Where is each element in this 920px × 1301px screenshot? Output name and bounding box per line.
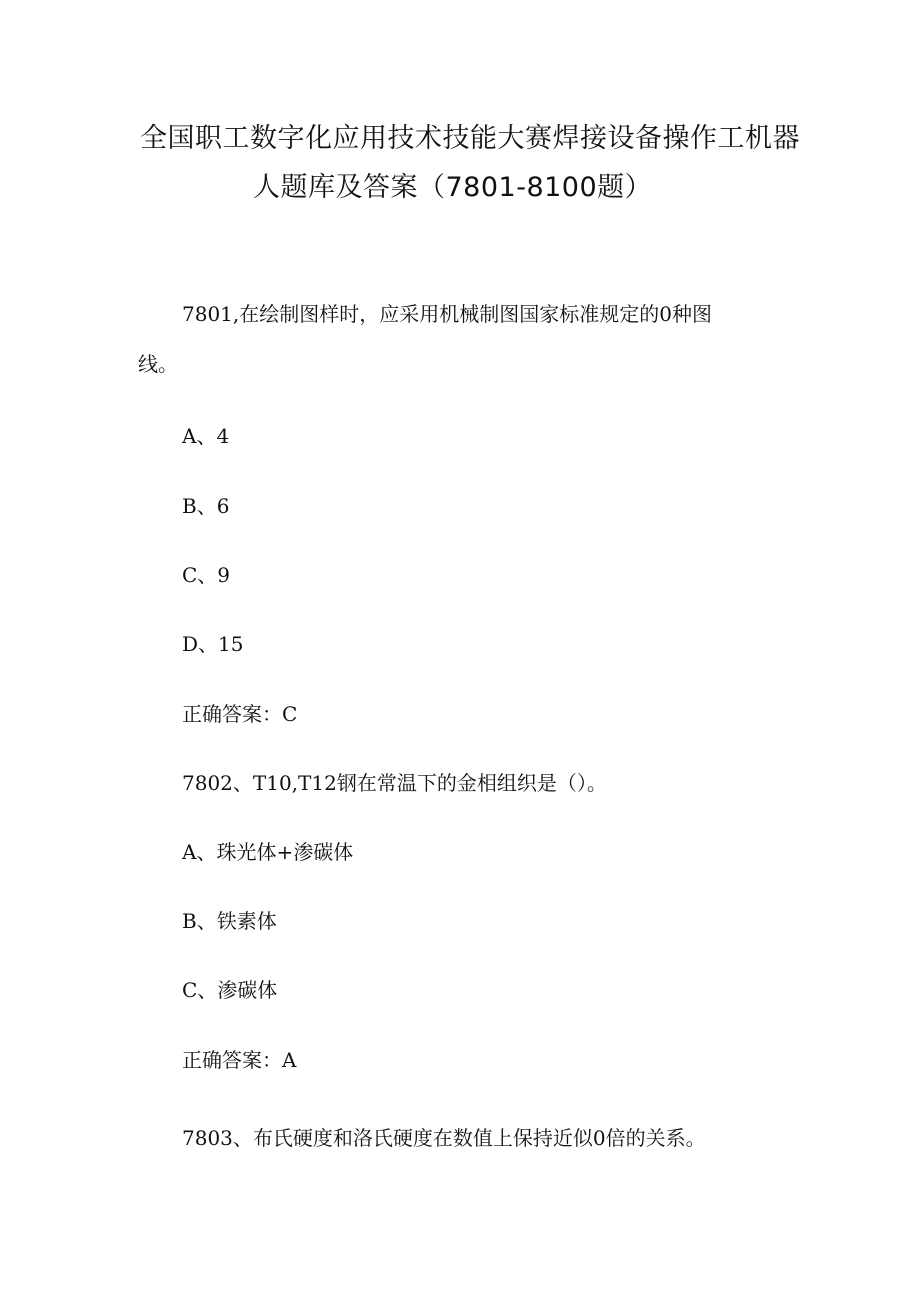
- question-7801-stem-continued: 线。: [138, 352, 178, 376]
- question-7801-option-b: B、6: [182, 494, 230, 518]
- document-title-line-2: 人题库及答案（7801-8100题）: [253, 172, 653, 203]
- question-7801-option-c: C、9: [182, 563, 231, 587]
- question-7802-option-b: B、铁素体: [182, 909, 277, 933]
- question-7801-answer: 正确答案：C: [182, 702, 298, 726]
- question-7801-option-d: D、15: [182, 632, 244, 656]
- question-7802-option-a: A、珠光体+渗碳体: [182, 840, 354, 864]
- question-7802-option-c: C、渗碳体: [182, 978, 278, 1002]
- question-7801-stem: 7801,在绘制图样时，应采用机械制图国家标准规定的0种图: [182, 302, 712, 326]
- document-title-line-1: 全国职工数字化应用技术技能大赛焊接设备操作工机器: [140, 123, 800, 154]
- question-7802-answer: 正确答案：A: [182, 1048, 297, 1072]
- question-7801-option-a: A、4: [182, 424, 230, 448]
- question-7802-stem: 7802、T10,T12钢在常温下的金相组织是（）。: [182, 771, 607, 795]
- question-7803-stem: 7803、布氏硬度和洛氏硬度在数值上保持近似0倍的关系。: [182, 1126, 706, 1150]
